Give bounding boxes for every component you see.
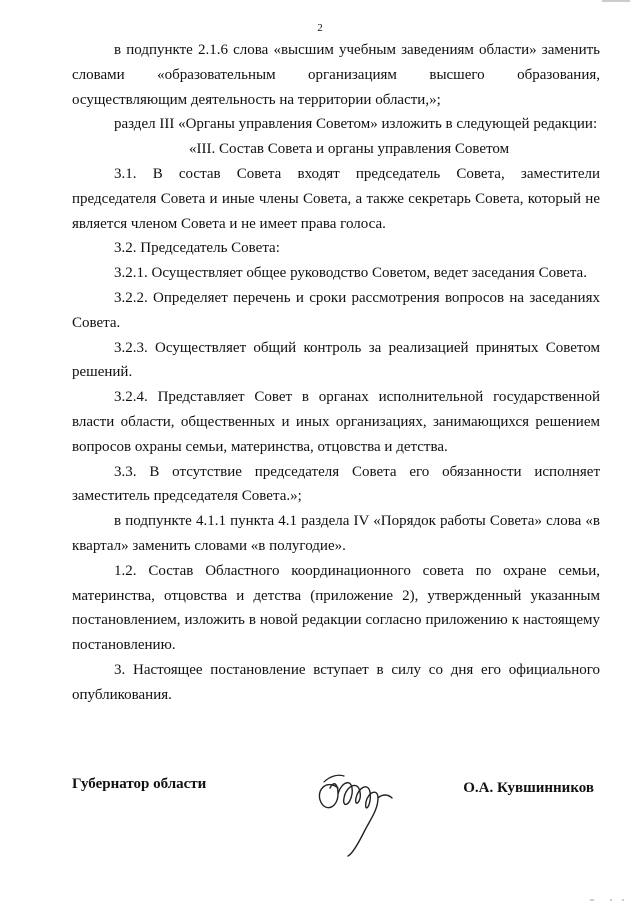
scan-corner-mark bbox=[592, 0, 632, 6]
paragraph: 1.2. Состав Областного координационного совета по охране семьи, материнства, отцовства и детства (приложение 2), утвержденный указанным постановлением, изложить в новой редакции согласно приложению к настоящему постановлению. bbox=[72, 562, 600, 654]
paragraph: 3.3. В отсутствие председателя Совета его обязанности исполняет заместитель председателя Совета.»; bbox=[72, 463, 600, 505]
paragraph: 3.2.2. Определяет перечень и сроки рассмотрения вопросов на заседаниях Совета. bbox=[72, 289, 600, 331]
paragraph: 3.2.3. Осуществляет общий контроль за реализацией принятых Советом решений. bbox=[72, 339, 600, 381]
handwritten-signature bbox=[308, 758, 398, 858]
paragraph: в подпункте 4.1.1 пункта 4.1 раздела IV «Порядок работы Совета» слова «в квартал» заменить словами «в полугодие». bbox=[72, 513, 600, 554]
paragraph: 3.2.1. Осуществляет общее руководство Советом, ведет заседания Совета. bbox=[114, 265, 587, 282]
paragraph: 3.2. Председатель Совета: bbox=[114, 240, 280, 257]
signatory-name: О.А. Кувшинников bbox=[463, 780, 594, 796]
paragraph: раздел III «Органы управления Советом» изложить в следующей редакции: bbox=[114, 116, 598, 133]
paragraph: 3.2.4. Представляет Совет в органах исполнительной государственной власти области, общественных и иных организациях, занимающихся решением вопросов охраны семьи, материнства, отцовства и детства. bbox=[72, 389, 600, 455]
scan-corner-mark bbox=[588, 897, 628, 903]
paragraph: 3. Настоящее постановление вступает в силу со дня его официального опубликования. bbox=[72, 661, 600, 703]
paragraph: 3.1. В состав Совета входят председатель Совета, заместители председателя Совета и иные члены Совета, а также секретарь Совета, который не является членом Совета и не имеет права голоса. bbox=[72, 165, 600, 232]
signature-block bbox=[72, 770, 600, 850]
section-heading: «III. Состав Совета и органы управления Советом bbox=[189, 141, 510, 158]
signatory-title: Губернатор области bbox=[72, 776, 207, 792]
paragraph: в подпункте 2.1.6 слова «высшим учебным заведениям области» заменить словами «образовательным организациям высшего образования, осуществляющим деятельность на территории области,»; bbox=[72, 42, 600, 108]
document-body bbox=[72, 38, 600, 708]
page-number: 2 bbox=[317, 22, 323, 34]
